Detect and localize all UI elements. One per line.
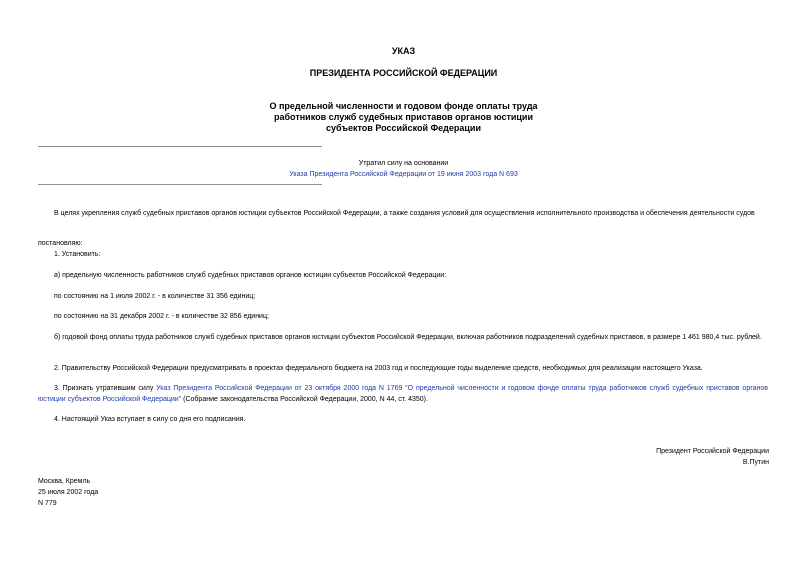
decree-word: постановляю: bbox=[38, 240, 83, 247]
paragraph-4: 4. Настоящий Указ вступает в силу со дня его подписания. bbox=[54, 416, 246, 423]
paragraph-3-prefix: 3. Признать утратившим силу bbox=[54, 385, 157, 392]
decree-number: N 779 bbox=[38, 500, 57, 507]
preamble: В целях укрепления служб судебных приставов органов юстиции субъектов Российской Федерации, а также создания условий для осуществления исполнительного производства и обеспечения деятельности судов bbox=[54, 210, 755, 217]
subject-line: О предельной численности и годовом фонде оплаты труда bbox=[269, 101, 538, 111]
document-issuer: ПРЕЗИДЕНТА РОССИЙСКОЙ ФЕДЕРАЦИИ bbox=[309, 68, 498, 78]
signer-name: В.Путин bbox=[742, 459, 769, 466]
subject-line: работников служб судебных приставов органов юстиции bbox=[273, 112, 534, 122]
status-link-wrap bbox=[0, 169, 807, 180]
paragraph-3 bbox=[38, 383, 768, 405]
divider-bottom bbox=[38, 184, 322, 185]
paragraph-1b: б) годовой фонд оплаты труда работников служб судебных приставов органов юстиции субъектов Российской Федерации, включая работников подразделений судебных приставов, в размере 1 461 980,4 тыс. рублей. bbox=[54, 334, 762, 341]
status-note: Утратил силу на основании bbox=[358, 160, 449, 167]
document-type: УКАЗ bbox=[391, 46, 416, 56]
paragraph-1a-ii: по состоянию на 31 декабря 2002 г. - в количестве 32 856 единиц; bbox=[54, 313, 269, 320]
place-date-block bbox=[38, 476, 98, 509]
date: 25 июля 2002 года bbox=[38, 489, 99, 496]
repeal-decree-link[interactable]: Указа Президента Российской Федерации от 19 июня 2003 года N 693 bbox=[289, 171, 518, 178]
signer-position: Президент Российской Федерации bbox=[656, 448, 769, 455]
signature-block bbox=[656, 446, 769, 468]
paragraph-1: 1. Установить: bbox=[54, 251, 101, 258]
document-subject bbox=[0, 101, 807, 134]
divider-top bbox=[38, 146, 322, 147]
subject-line: субъектов Российской Федерации bbox=[325, 123, 481, 133]
repealed-decree-link[interactable]: Указ Президента Российской Федерации от 23 октября 2000 года N 1769 "О предельной численности и годовом фонде оплаты труда работников служб судебных приставов органов юстиции субъектов Российской Федерации" bbox=[38, 385, 768, 403]
paragraph-2: 2. Правительству Российской Федерации предусматривать в проектах федерального бюджета на 2003 год и последующие годы выделение средств, необходимых для реализации настоящего Указа. bbox=[54, 365, 703, 372]
paragraph-1a-i: по состоянию на 1 июля 2002 г. - в количестве 31 356 единиц; bbox=[54, 293, 256, 300]
paragraph-1a: а) предельную численность работников служб судебных приставов органов юстиции субъектов Российской Федерации: bbox=[54, 272, 447, 279]
paragraph-3-suffix: (Собрание законодательства Российской Федерации, 2000, N 44, ст. 4350). bbox=[181, 396, 428, 403]
place: Москва, Кремль bbox=[38, 478, 91, 485]
